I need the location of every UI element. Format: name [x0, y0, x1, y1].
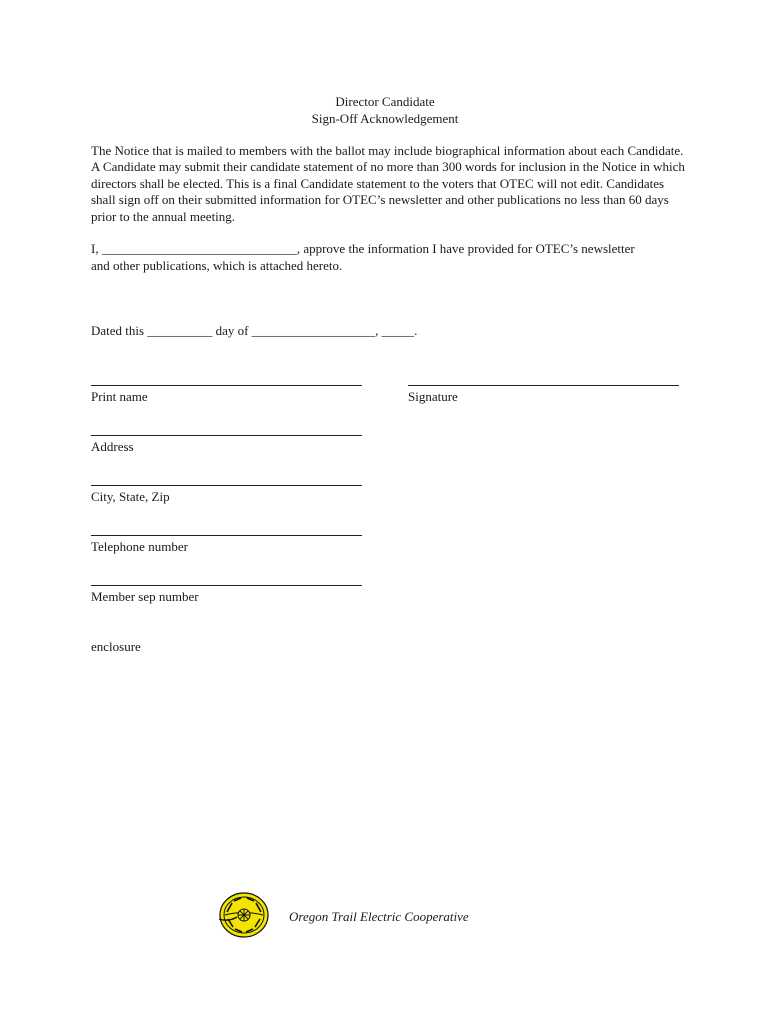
telephone-line — [91, 535, 362, 536]
signature-label: Signature — [408, 389, 458, 404]
telephone-label: Telephone number — [91, 539, 188, 554]
city-state-zip-label: City, State, Zip — [91, 489, 170, 504]
dated-line: Dated this __________ day of ___________________, _____. — [91, 323, 418, 338]
city-state-zip-line — [91, 485, 362, 486]
approval-line-2: and other publications, which is attached hereto. — [91, 258, 343, 273]
print-name-label: Print name — [91, 389, 148, 404]
print-name-line — [91, 385, 362, 386]
document-subtitle: Sign-Off Acknowledgement — [311, 111, 459, 126]
member-number-label: Member sep number — [91, 589, 199, 604]
signature-line — [408, 385, 679, 386]
member-number-line — [91, 585, 362, 586]
enclosure-label: enclosure — [91, 639, 141, 654]
otec-seal-icon — [219, 892, 269, 938]
address-line — [91, 435, 362, 436]
notice-paragraph: The Notice that is mailed to members with the ballot may include biographical information about each Candidate. A Candidate may submit their candidate statement of no more than 300 words for inclusion in the Notice in which directors shall be elected. This is a final Candidate statement to the voters that OTEC will not edit. Candidates shall sign off on their submitted information for OTEC’s newsletter and other publications no less than 60 days prior to the annual meeting. — [91, 143, 685, 224]
address-label: Address — [91, 439, 134, 454]
approval-line-1: I, ______________________________, approve the information I have provided for OTEC’s newsletter — [91, 241, 635, 256]
organization-name: Oregon Trail Electric Cooperative — [289, 909, 469, 924]
document-title: Director Candidate — [335, 94, 435, 109]
